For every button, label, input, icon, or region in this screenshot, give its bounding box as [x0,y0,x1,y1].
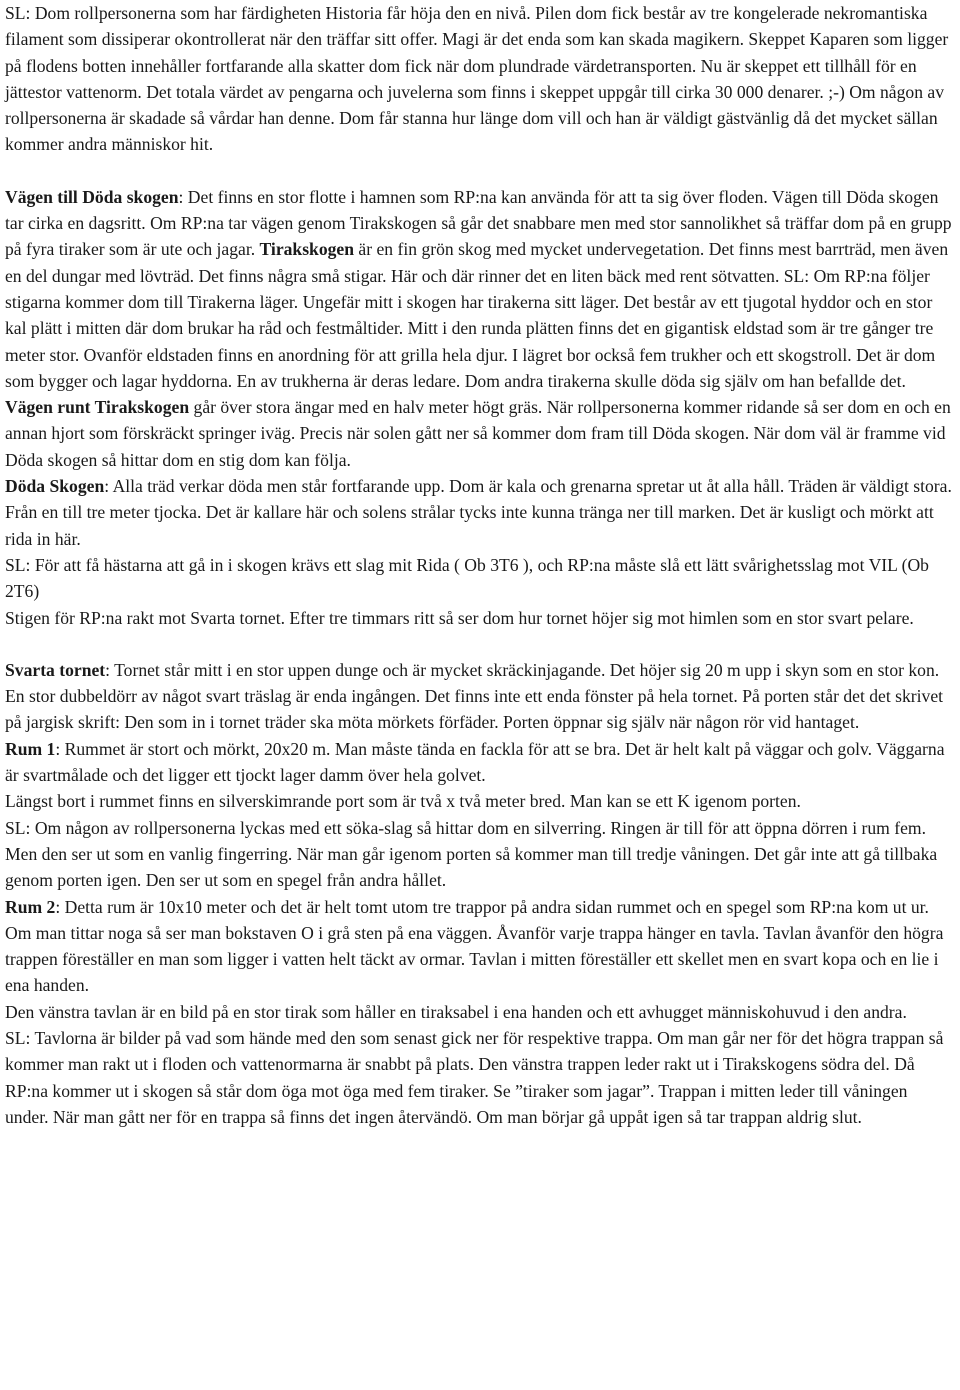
heading-tirakskogen: Tirakskogen [259,239,355,260]
text-segment: : Det finns en stor flotte i hamnen som RP:na kan använda för att ta sig över floden. Vägen till Döda skogen tar cirka en dagsritt. Om RP:na tar vägen genom Tirakskogen så går det snabbare men med stor sannolikhet så träffar dom på en grupp på fyra tiraker som är ute och jagar. [5,186,952,260]
paragraph-rum-2 [5,894,954,999]
text-segment: SL: Tavlorna är bilder på vad som hände med den som senast gick ner för respektive trappa. Om man går ner för det högra trappan så kommer man rakt ut i floden och vattenormarna är snabbt på plats. Den vänstra trappen leder rakt ut i Tirakskogens södra del. Då RP:na kommer ut i skogen så står dom öga mot öga med fem tiraker. Se ”tiraker som jagar”. Trappan i mitten leder till våningen under. När man gått ner för en trappa så finns det ingen återvändö. Om man börjar gå uppåt igen så tar trappan aldrig slut. [5,1027,944,1127]
paragraph-vagen-till-doda-skogen [5,184,954,394]
paragraph-vanstra-tavlan [5,999,954,1025]
text-segment: Stigen för RP:na rakt mot Svarta tornet. Efter tre timmars ritt så ser dom hur tornet höjer sig mot himlen som en stor svart pelare. [5,607,914,628]
text-segment: : Alla träd verkar döda men står fortfarande upp. Dom är kala och grenarna spretar ut åt alla håll. Träden är väldigt stora. Från en till tre meter tjocka. Det är kallare här och solens strålar tycks inte kunna tränga ner till marken. Det är kusligt och mörkt att rida in här. [5,476,952,549]
text-segment: Den vänstra tavlan är en bild på en stor tirak som håller en tiraksabel i ena handen och ett avhugget människohuvud i den andra. [5,1001,907,1022]
text-segment: Längst bort i rummet finns en silverskimrande port som är två x två meter bred. Man kan se ett K igenom porten. [5,791,801,812]
paragraph-rum-1 [5,736,954,789]
paragraph-sl-tavlorna [5,1025,954,1130]
heading-svarta-tornet: Svarta tornet [5,659,106,680]
text-segment: : Detta rum är 10x10 meter och det är helt tomt utom tre trappor på andra sidan rummet och en spegel som RP:na kom ut ur. Om man tittar noga så ser man bokstaven O i grå sten på ena väggen. Åvanför varje trappa hänger en tavla. Tavlan åvanför den högra trappen föreställer en man som ligger i vatten helt täckt av ormar. Tavlan i mitten föreställer ett skellet men en svart kopa och en lie i ena handen. [5,896,944,996]
text-segment: är en fin grön skog med mycket undervegetation. Det finns mest barrträd, men även en del dungar med lövträd. Det finns några små stigar. Här och där rinner det en liten bäck med rent sötvatten. SL: Om RP:na följer stigarna kommer dom till Tirakerna läger. Ungefär mitt i skogen har tirakerna sitt läger. Det består av ett tjugotal hyddor och en stor kal plätt i mitten där dom brukar ha råd och festmåltider. Mitt i den runda plätten finns det en gigantisk eldstad som är tre gånger tre meter stor. Ovanför eldstaden finns en anordning för att grilla hela djur. I lägret bor också fem trukher och ett skogstroll. Det är dom som bygger och lagar hyddorna. En av trukherna är deras ledare. Dom andra tirakerna skulle döda sig själv om han befallde det. [5,239,949,391]
paragraph-svarta-tornet [5,657,954,736]
heading-vagen-till-doda-skogen: Vägen till Döda skogen [5,186,179,207]
paragraph-vagen-runt-tirakskogen [5,394,954,473]
text-segment: SL: För att få hästarna att gå in i skogen krävs ett slag mit Rida ( Ob 3T6 ), och RP:na måste slå ett lätt svårighetsslag mot VIL (Ob 2T6) [5,554,929,602]
paragraph-doda-skogen [5,473,954,552]
paragraph-sl-hastarna [5,552,954,605]
paragraph-skeppet [5,0,954,158]
heading-doda-skogen: Döda Skogen [5,476,105,497]
paragraph-stigen [5,605,954,631]
heading-rum-2: Rum 2 [5,896,56,917]
heading-vagen-runt-tirakskogen: Vägen runt Tirakskogen [5,397,190,418]
text-segment: går över stora ängar med en halv meter högt gräs. När rollpersonerna kommer ridande så ser dom en och en annan hjort som förskräckt springer iväg. Precis när solen gått ner så kommer dom fram till Döda skogen. När dom väl är framme vid Döda skogen så hittar dom en stig dom kan följa. [5,397,951,470]
paragraph-sl-silverring [5,815,954,894]
paragraph-gap [5,158,954,184]
text-segment: SL: Om någon av rollpersonerna lyckas med ett söka-slag så hittar dom en silverring. Ringen är till för att öppna dörren i rum fem. Men den ser ut som en vanlig fingerring. När man går igenom porten så kommer man till tredje våningen. Det går inte att gå tillbaka genom porten igen. Den ser ut som en spegel från andra hållet. [5,817,938,891]
paragraph-gap [5,631,954,657]
paragraph-silverport [5,788,954,814]
heading-rum-1: Rum 1 [5,738,56,759]
text-segment: : Rummet är stort och mörkt, 20x20 m. Man måste tända en fackla för att se bra. Det är helt kalt på väggar och golv. Väggarna är svartmålade och det ligger ett tjockt lager damm över hela golvet. [5,738,945,786]
text-segment: : Tornet står mitt i en stor uppen dunge och är mycket skräckinjagande. Det höjer sig 20 m upp i skyn som en stor kon. En stor dubbeldörr av något svart träslag är enda ingången. Det finns inte ett enda fönster på hela tornet. På porten står det det skrivet på jargisk skrift: Den som in i tornet träder ska möta mörkets förfäder. Porten öppnar sig själv när någon rör vid hantaget. [5,659,944,733]
text-segment: SL: Dom rollpersonerna som har färdigheten Historia får höja den en nivå. Pilen dom fick består av tre kongelerade nekromantiska filament som dissiperar okontrollerat när den träffar sitt offer. Magi är det enda som kan skada magikern. Skeppet Kaparen som ligger på flodens botten innehåller fortfarande alla skatter dom fick när dom plundrade värdetransporten. Nu är skeppet ett tillhåll för en jättestor vattenorm. Det totala värdet av pengarna och juvelerna som finns i skeppet uppgår till cirka 30 000 denarer. ;-) Om någon av rollpersonerna är skadade så vårdar han denne. Dom får stanna hur länge dom vill och han är väldigt gästvänlig då det mycket sällan kommer andra människor hit. [5,3,949,155]
